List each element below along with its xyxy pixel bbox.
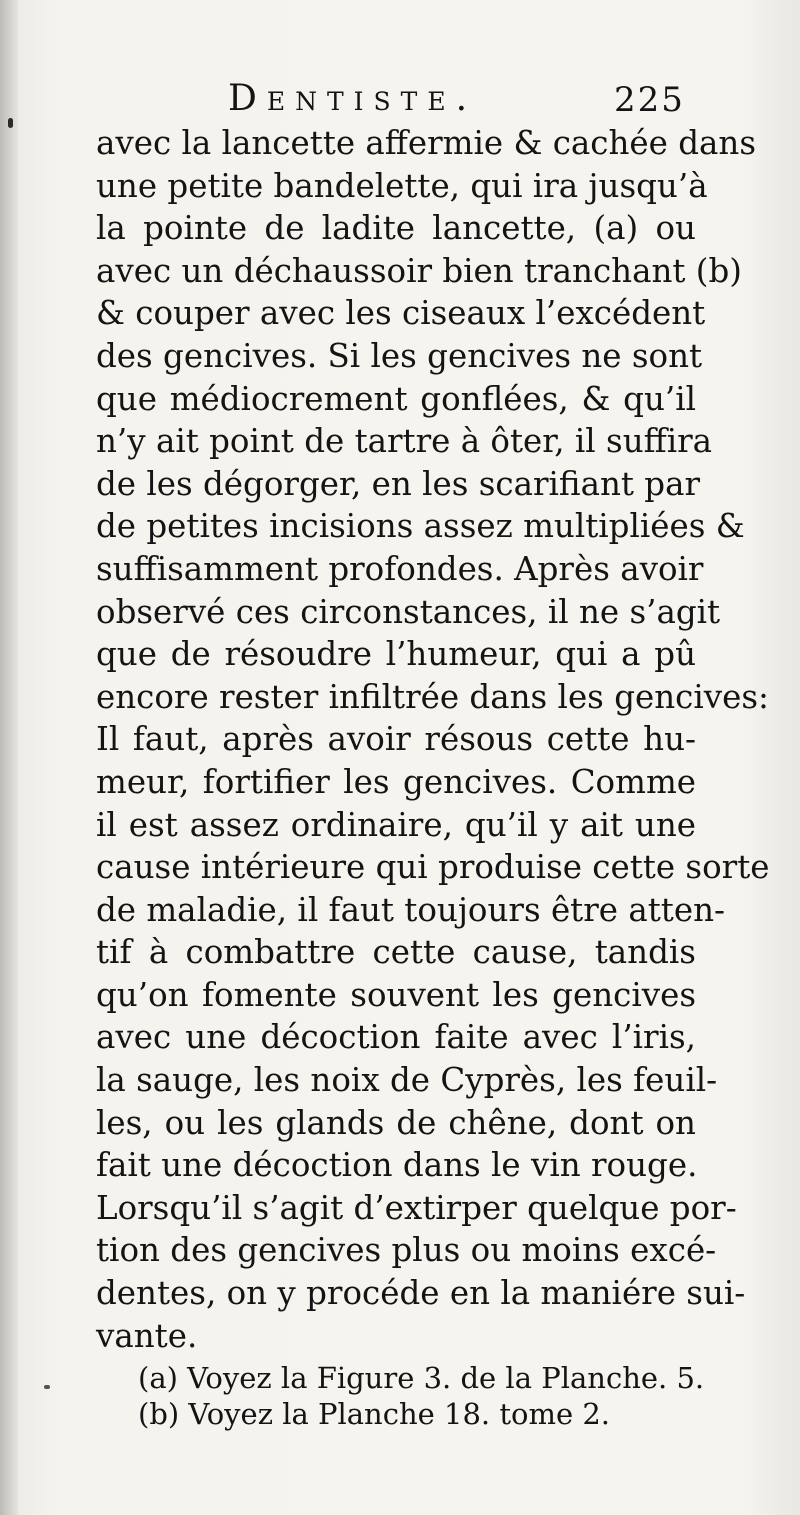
text-line: la sauge, les noix de Cyprès, les feuil- xyxy=(96,1061,718,1100)
text-line: Lorsqu’il s’agit d’extirper quelque por- xyxy=(96,1188,737,1227)
text-line: de les dégorger, en les scarifiant par xyxy=(96,464,701,503)
text-line: vante. xyxy=(96,1316,198,1355)
text-line: une petite bandelette, qui ira jusqu’à xyxy=(96,166,708,205)
ink-speck-mark xyxy=(8,118,13,128)
text-line: les, ou les glands de chêne, dont on xyxy=(96,1103,696,1142)
text-line: avec la lancette affermie & cachée dans xyxy=(96,124,756,162)
text-line: de maladie, il faut toujours être atten- xyxy=(96,890,725,929)
page-gutter-edge xyxy=(0,0,18,1515)
text-line: que médiocrement gonflées, & qu’il xyxy=(96,379,696,418)
text-line: avec un déchaussoir bien tranchant (b) xyxy=(96,251,742,290)
text-line: la pointe de ladite lancette, (a) ou xyxy=(96,209,696,248)
text-line: & couper avec les ciseaux l’excédent xyxy=(96,294,706,333)
text-line: Il faut, après avoir résous cette hu- xyxy=(96,720,696,759)
text-line: il est assez ordinaire, qu’il y ait une xyxy=(96,805,696,844)
text-line: tion des gencives plus ou moins excé- xyxy=(96,1231,717,1270)
text-line: suffisamment profondes. Après avoir xyxy=(96,549,704,588)
running-title: Dentiste. xyxy=(228,78,478,119)
footnote-a: (a) Voyez la Figure 3. de la Planche. 5. xyxy=(138,1361,705,1395)
text-line: encore rester infiltrée dans les gencives: xyxy=(96,677,769,716)
page-number: 225 xyxy=(614,80,685,120)
text-line: dentes, on y procéde en la maniére sui- xyxy=(96,1274,746,1313)
body-text xyxy=(96,122,770,1357)
text-line: cause intérieure qui produise cette sorte xyxy=(96,848,770,887)
ink-speck-mark xyxy=(44,1385,50,1389)
footnote-b: (b) Voyez la Planche 18. tome 2. xyxy=(138,1397,611,1431)
text-line: des gencives. Si les gencives ne sont xyxy=(96,336,703,375)
text-line: tif à combattre cette cause, tandis xyxy=(96,933,696,972)
text-line: observé ces circonstances, il ne s’agit xyxy=(96,592,721,631)
footnotes xyxy=(138,1360,705,1432)
text-line: n’y ait point de tartre à ôter, il suffira xyxy=(96,422,713,461)
text-line: meur, fortifier les gencives. Comme xyxy=(96,762,696,801)
text-line: fait une décoction dans le vin rouge. xyxy=(96,1146,698,1185)
text-line: qu’on fomente souvent les gencives xyxy=(96,975,696,1014)
text-line: que de résoudre l’humeur, qui a pû xyxy=(96,635,696,674)
text-line: de petites incisions assez multipliées & xyxy=(96,507,745,546)
text-line: avec une décoction faite avec l’iris, xyxy=(96,1018,696,1057)
